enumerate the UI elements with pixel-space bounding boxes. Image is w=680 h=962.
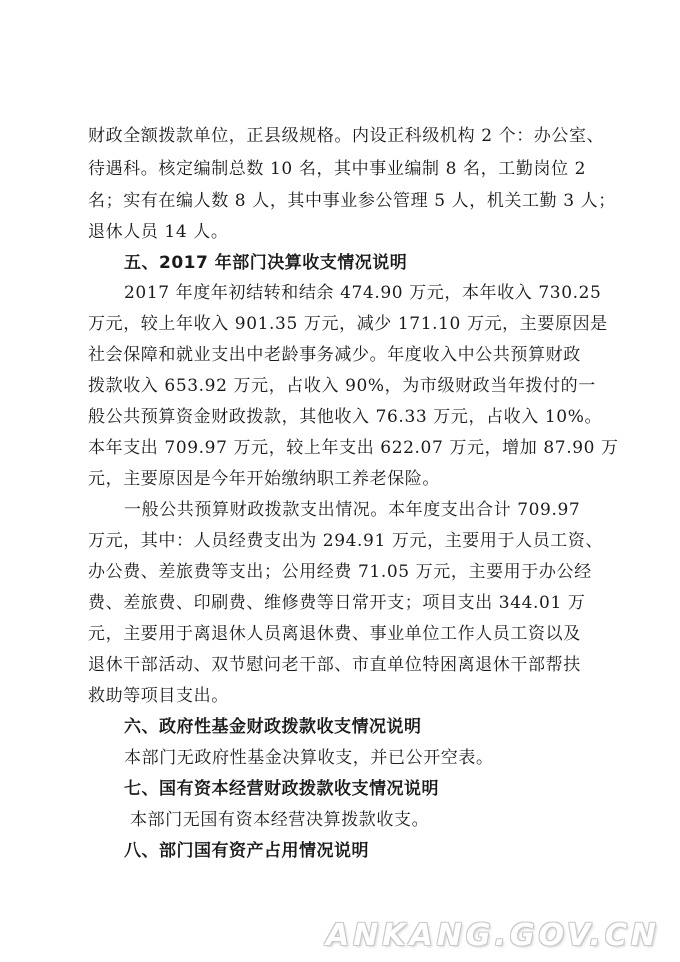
body-text-line: 费、差旅费、印刷费、维修费等日常开支；项目支出 344.01 万	[88, 593, 586, 613]
body-text-line: 般公共预算资金财政拨款，其他收入 76.33 万元，占收入 10%。	[88, 407, 603, 427]
body-text-line: 本年支出 709.97 万元，较上年支出 622.07 万元，增加 87.90 万	[88, 438, 619, 458]
body-text-line: 社会保障和就业支出中老龄事务减少。年度收入中公共预算财政	[88, 345, 581, 365]
body-text-line: 万元，其中：人员经费支出为 294.91 万元，主要用于人员工资、	[88, 531, 604, 551]
body-text-line: 财政全额拨款单位，正县级规格。内设正科级机构 2 个：办公室、	[88, 126, 605, 146]
body-text-line: 元，主要原因是今年开始缴纳职工养老保险。	[88, 469, 440, 489]
body-text-line: 名；实有在编人数 8 人，其中事业参公管理 5 人，机关工勤 3 人；	[88, 191, 616, 211]
body-text-line: 本部门无国有资本经营决算拨款收支。	[130, 810, 430, 830]
body-text-line: 退休人员 14 人。	[88, 222, 229, 242]
section-heading: 六、政府性基金财政拨款收支情况说明	[124, 717, 422, 737]
site-watermark: ANKANG.GOV.CN	[325, 918, 660, 953]
section-heading: 七、国有资本经营财政拨款收支情况说明	[124, 779, 439, 799]
body-text-line: 一般公共预算财政拨款支出情况。本年度支出合计 709.97	[124, 500, 581, 520]
body-text-line: 救助等项目支出。	[88, 686, 229, 706]
section-heading: 五、2017 年部门决算收支情况说明	[124, 253, 408, 273]
body-text-line: 退休干部活动、双节慰问老干部、市直单位特困离退休干部帮扶	[88, 655, 581, 675]
body-text-line: 元，主要用于离退休人员离退休费、事业单位工作人员工资以及	[88, 624, 581, 644]
body-text-line: 待遇科。核定编制总数 10 名，其中事业编制 8 名，工勤岗位 2	[88, 159, 587, 179]
section-heading: 八、部门国有资产占用情况说明	[124, 841, 369, 861]
body-text-line: 办公费、差旅费等支出；公用经费 71.05 万元，主要用于办公经	[88, 562, 592, 582]
body-text-line: 万元，较上年收入 901.35 万元，减少 171.10 万元，主要原因是	[88, 314, 608, 334]
body-text-line: 2017 年度年初结转和结余 474.90 万元，本年收入 730.25	[124, 283, 602, 303]
body-text-line: 本部门无政府性基金决算收支，并已公开空表。	[124, 748, 494, 768]
body-text-line: 拨款收入 653.92 万元，占收入 90%，为市级财政当年拨付的一	[88, 376, 596, 396]
